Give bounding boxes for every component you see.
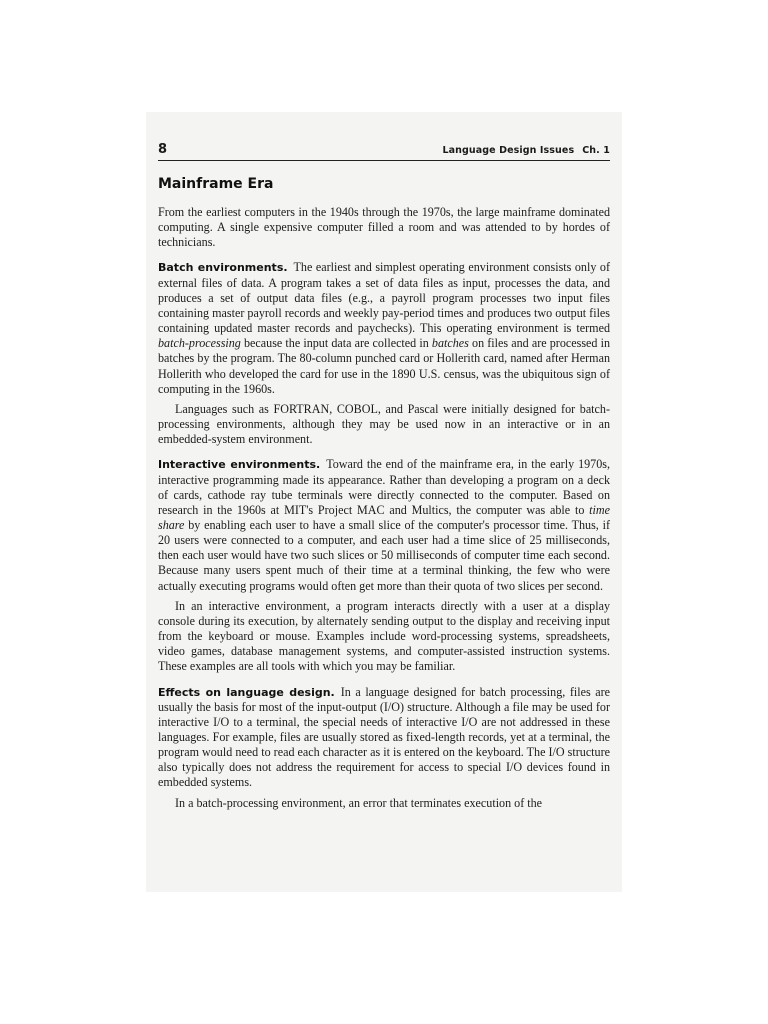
interactive-text-2: by enabling each user to have a small slice of the computer's processor time. Thus, if 20 users were connected to a computer, and each user had a time slice of 25 milliseconds, then each user would have two such slices or 50 milliseconds of computer time each second. Because many users spent much of their time at a terminal thinking, the few who were actually executing programs would often get more than their quota of two slices per second. (158, 517, 610, 593)
batch-text-2: because the input data are collected in (240, 336, 432, 351)
book-page (146, 112, 622, 892)
running-head (442, 145, 610, 156)
page-body (158, 176, 610, 821)
intro-paragraph: From the earliest computers in the 1940s through the 1970s, the large mainframe dominated computing. A single expensive computer filled a room and was attended to by hordes of technicians. (158, 205, 610, 250)
interactive-environment-paragraph: In an interactive environment, a program interacts directly with a user at a display console during its execution, by alternately sending output to the display and receiving input from the keyboard or mouse. Examples include word-processing systems, spreadsheets, video games, database management systems, and computer-assisted instruction systems. These examples are all tools with which you may be familiar. (158, 598, 610, 674)
interactive-text-1: Toward the end of the mainframe era, in the early 1970s, interactive programming made its appearance. Rather than developing a program on a deck of cards, cathode ray tube terminals were directly connected to the computer. Based on research in the 1960s at MIT's Project MAC and Multics, the computer was able to (158, 457, 610, 517)
interactive-emphasis: time share (158, 502, 610, 532)
batch-text-1: The earliest and simplest operating environment consists only of external files of data. A program takes a set of data files as input, processes the data, and produces a set of output data files (e.g., a payroll program processes two input files containing master payroll records and weekly pay-period times and produces two output files containing updated master records and paychecks). This operating environment is termed (158, 260, 610, 336)
interactive-heading: Interactive environments. (158, 458, 321, 472)
section-title: Mainframe Era (158, 176, 274, 192)
batch-paragraph (158, 260, 610, 396)
page-header (158, 142, 610, 161)
effects-paragraph (158, 685, 610, 791)
effects-heading: Effects on language design. (158, 685, 335, 699)
batch-error-paragraph: In a batch-processing environment, an error that terminates execution of the (175, 795, 543, 810)
running-head-chapter: Ch. 1 (582, 145, 610, 156)
batch-text-3: on files and are processed in batches by the program. The 80-column punched card or Hollerith card, named after Herman Hollerith who developed the card for use in the 1890 U.S. census, was the ubiquitous sign of computing in the 1960s. (158, 336, 610, 396)
batch-heading: Batch environments. (158, 261, 288, 275)
effects-text: In a language designed for batch processing, files are usually the basis for most of the input-output (I/O) structure. Although a file may be used for interactive I/O to a terminal, the special needs of interactive I/O are not addressed in these languages. For example, files are usually stored as fixed-length records, yet at a terminal, the program would need to read each character as it is entered on the keyboard. The I/O structure also typically does not address the requirement for access to special I/O devices found in embedded systems. (158, 684, 610, 790)
batch-languages-paragraph: Languages such as FORTRAN, COBOL, and Pascal were initially designed for batch-processing environments, although they may be used now in an interactive or in an embedded-system environment. (158, 401, 610, 447)
running-head-title: Language Design Issues (442, 145, 575, 156)
batch-emphasis-2: batches (431, 336, 469, 351)
page-number: 8 (158, 142, 168, 157)
batch-emphasis-1: batch-processing (158, 336, 241, 351)
interactive-paragraph (158, 457, 610, 593)
